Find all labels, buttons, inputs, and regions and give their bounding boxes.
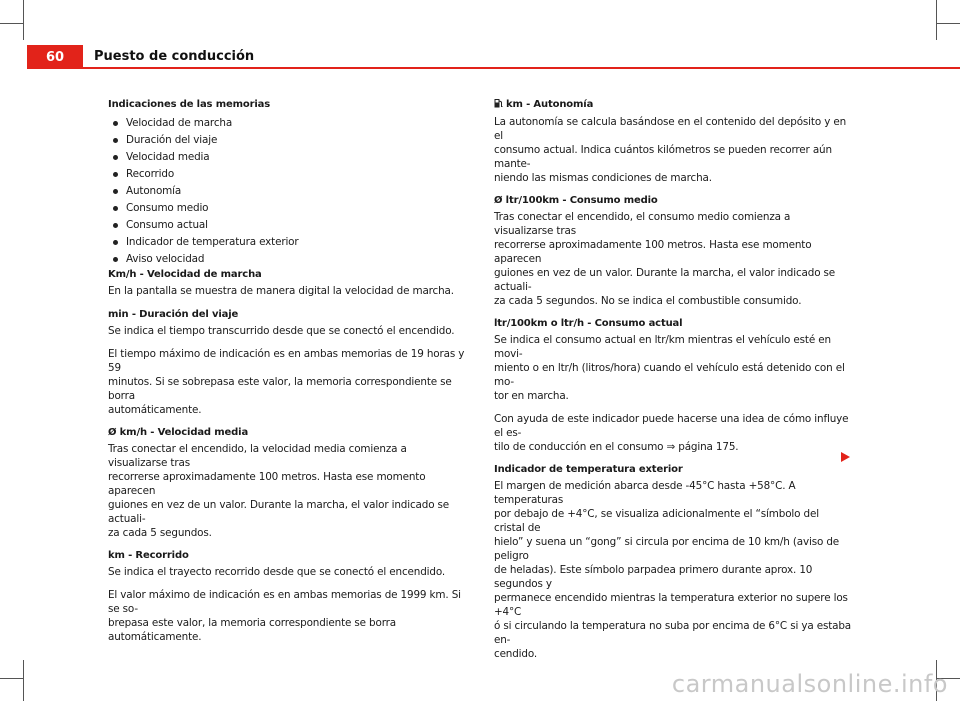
- range-heading: km - Autonomía: [506, 99, 594, 110]
- kmh-text: En la pantalla se muestra de manera digital la velocidad de marcha.: [108, 285, 454, 297]
- list-item: Velocidad de marcha: [108, 115, 466, 132]
- current-consumption-heading: ltr/100km o ltr/h - Consumo actual: [494, 318, 683, 329]
- min-text-line: automáticamente.: [108, 404, 202, 416]
- list-item: Aviso velocidad: [108, 251, 466, 268]
- distance-text: Se indica el trayecto recorrido desde que se conectó el encendido.: [108, 566, 446, 578]
- min-heading: min - Duración del viaje: [108, 309, 239, 320]
- list-item: Velocidad media: [108, 149, 466, 166]
- min-text-line: El tiempo máximo de indicación es en ambas memorias de 19 horas y 59: [108, 348, 465, 374]
- distance-text-line: brepasa este valor, la memoria correspondiente se borra automáticamente.: [108, 617, 396, 643]
- memories-list: [108, 115, 466, 268]
- list-item: Autonomía: [108, 183, 466, 200]
- range-heading-row: [494, 98, 852, 113]
- outside-temp-line: ó si circulando la temperatura no suba por encima de 6°C si ya estaba en-: [494, 620, 852, 646]
- avg-consumption-line: za cada 5 segundos. No se indica el combustible consumido.: [494, 295, 802, 307]
- page-number: 60: [27, 45, 83, 69]
- crop-mark: [0, 678, 24, 679]
- right-column: [494, 98, 852, 661]
- header-rule: [27, 67, 960, 69]
- crop-mark: [23, 660, 24, 701]
- continue-arrow-icon: [841, 452, 850, 462]
- avg-consumption-line: Tras conectar el encendido, el consumo medio comienza a visualizarse tras: [494, 211, 791, 237]
- range-line: consumo actual. Indica cuántos kilómetros se pueden recorrer aún mante-: [494, 144, 832, 170]
- memories-heading: Indicaciones de las memorias: [108, 99, 271, 110]
- current-consumption-line: tilo de conducción en el consumo ⇒ página 175.: [494, 441, 739, 453]
- min-text: Se indica el tiempo transcurrido desde que se conectó el encendido.: [108, 325, 455, 337]
- avg-speed-line: Tras conectar el encendido, la velocidad media comienza a visualizarse tras: [108, 443, 407, 469]
- watermark: carmanualsonline.info: [671, 670, 948, 698]
- avg-speed-line: za cada 5 segundos.: [108, 527, 212, 539]
- current-consumption-line: Se indica el consumo actual en ltr/km mientras el vehículo esté en movi-: [494, 334, 831, 360]
- current-consumption-line: Con ayuda de este indicador puede hacerse una idea de cómo influye el es-: [494, 413, 849, 439]
- list-item: Recorrido: [108, 166, 466, 183]
- current-consumption-line: tor en marcha.: [494, 390, 569, 402]
- outside-temp-line: hielo” y suena un “gong” si circula por encima de 10 km/h (aviso de peligro: [494, 536, 840, 562]
- outside-temp-line: cendido.: [494, 648, 538, 660]
- avg-consumption-heading: Ø ltr/100km - Consumo medio: [494, 195, 658, 206]
- current-consumption-line: miento o en ltr/h (litros/hora) cuando el vehículo está detenido con el mo-: [494, 362, 845, 388]
- outside-temp-heading: Indicador de temperatura exterior: [494, 464, 683, 475]
- outside-temp-line: por debajo de +4°C, se visualiza adicionalmente el “símbolo del cristal de: [494, 508, 819, 534]
- avg-speed-line: recorrerse aproximadamente 100 metros. Hasta ese momento aparecen: [108, 471, 426, 497]
- range-line: La autonomía se calcula basándose en el contenido del depósito y en el: [494, 116, 847, 142]
- range-line: niendo las mismas condiciones de marcha.: [494, 172, 712, 184]
- page-title: Puesto de conducción: [94, 49, 255, 64]
- list-item: Indicador de temperatura exterior: [108, 234, 466, 251]
- avg-consumption-line: recorrerse aproximadamente 100 metros. Hasta ese momento aparecen: [494, 239, 812, 265]
- distance-text-line: El valor máximo de indicación es en ambas memorias de 1999 km. Si se so-: [108, 589, 461, 615]
- avg-speed-heading: Ø km/h - Velocidad media: [108, 427, 249, 438]
- crop-mark: [936, 23, 960, 24]
- kmh-heading: Km/h - Velocidad de marcha: [108, 269, 262, 280]
- list-item: Consumo medio: [108, 200, 466, 217]
- crop-mark: [936, 0, 937, 40]
- outside-temp-line: El margen de medición abarca desde -45°C hasta +58°C. A temperaturas: [494, 480, 796, 506]
- outside-temp-line: permanece encendido mientras la temperatura exterior no supere los +4°C: [494, 592, 848, 618]
- crop-mark: [0, 23, 24, 24]
- avg-speed-line: guiones en vez de un valor. Durante la marcha, el valor indicado se actuali-: [108, 499, 450, 525]
- avg-consumption-line: guiones en vez de un valor. Durante la marcha, el valor indicado se actuali-: [494, 267, 836, 293]
- distance-heading: km - Recorrido: [108, 550, 189, 561]
- outside-temp-line: de heladas). Este símbolo parpadea primero durante aprox. 10 segundos y: [494, 564, 813, 590]
- crop-mark: [23, 0, 24, 40]
- list-item: Consumo actual: [108, 217, 466, 234]
- left-column: [108, 98, 466, 644]
- list-item: Duración del viaje: [108, 132, 466, 149]
- fuel-pump-icon: [494, 98, 503, 113]
- min-text-line: minutos. Si se sobrepasa este valor, la memoria correspondiente se borra: [108, 376, 452, 402]
